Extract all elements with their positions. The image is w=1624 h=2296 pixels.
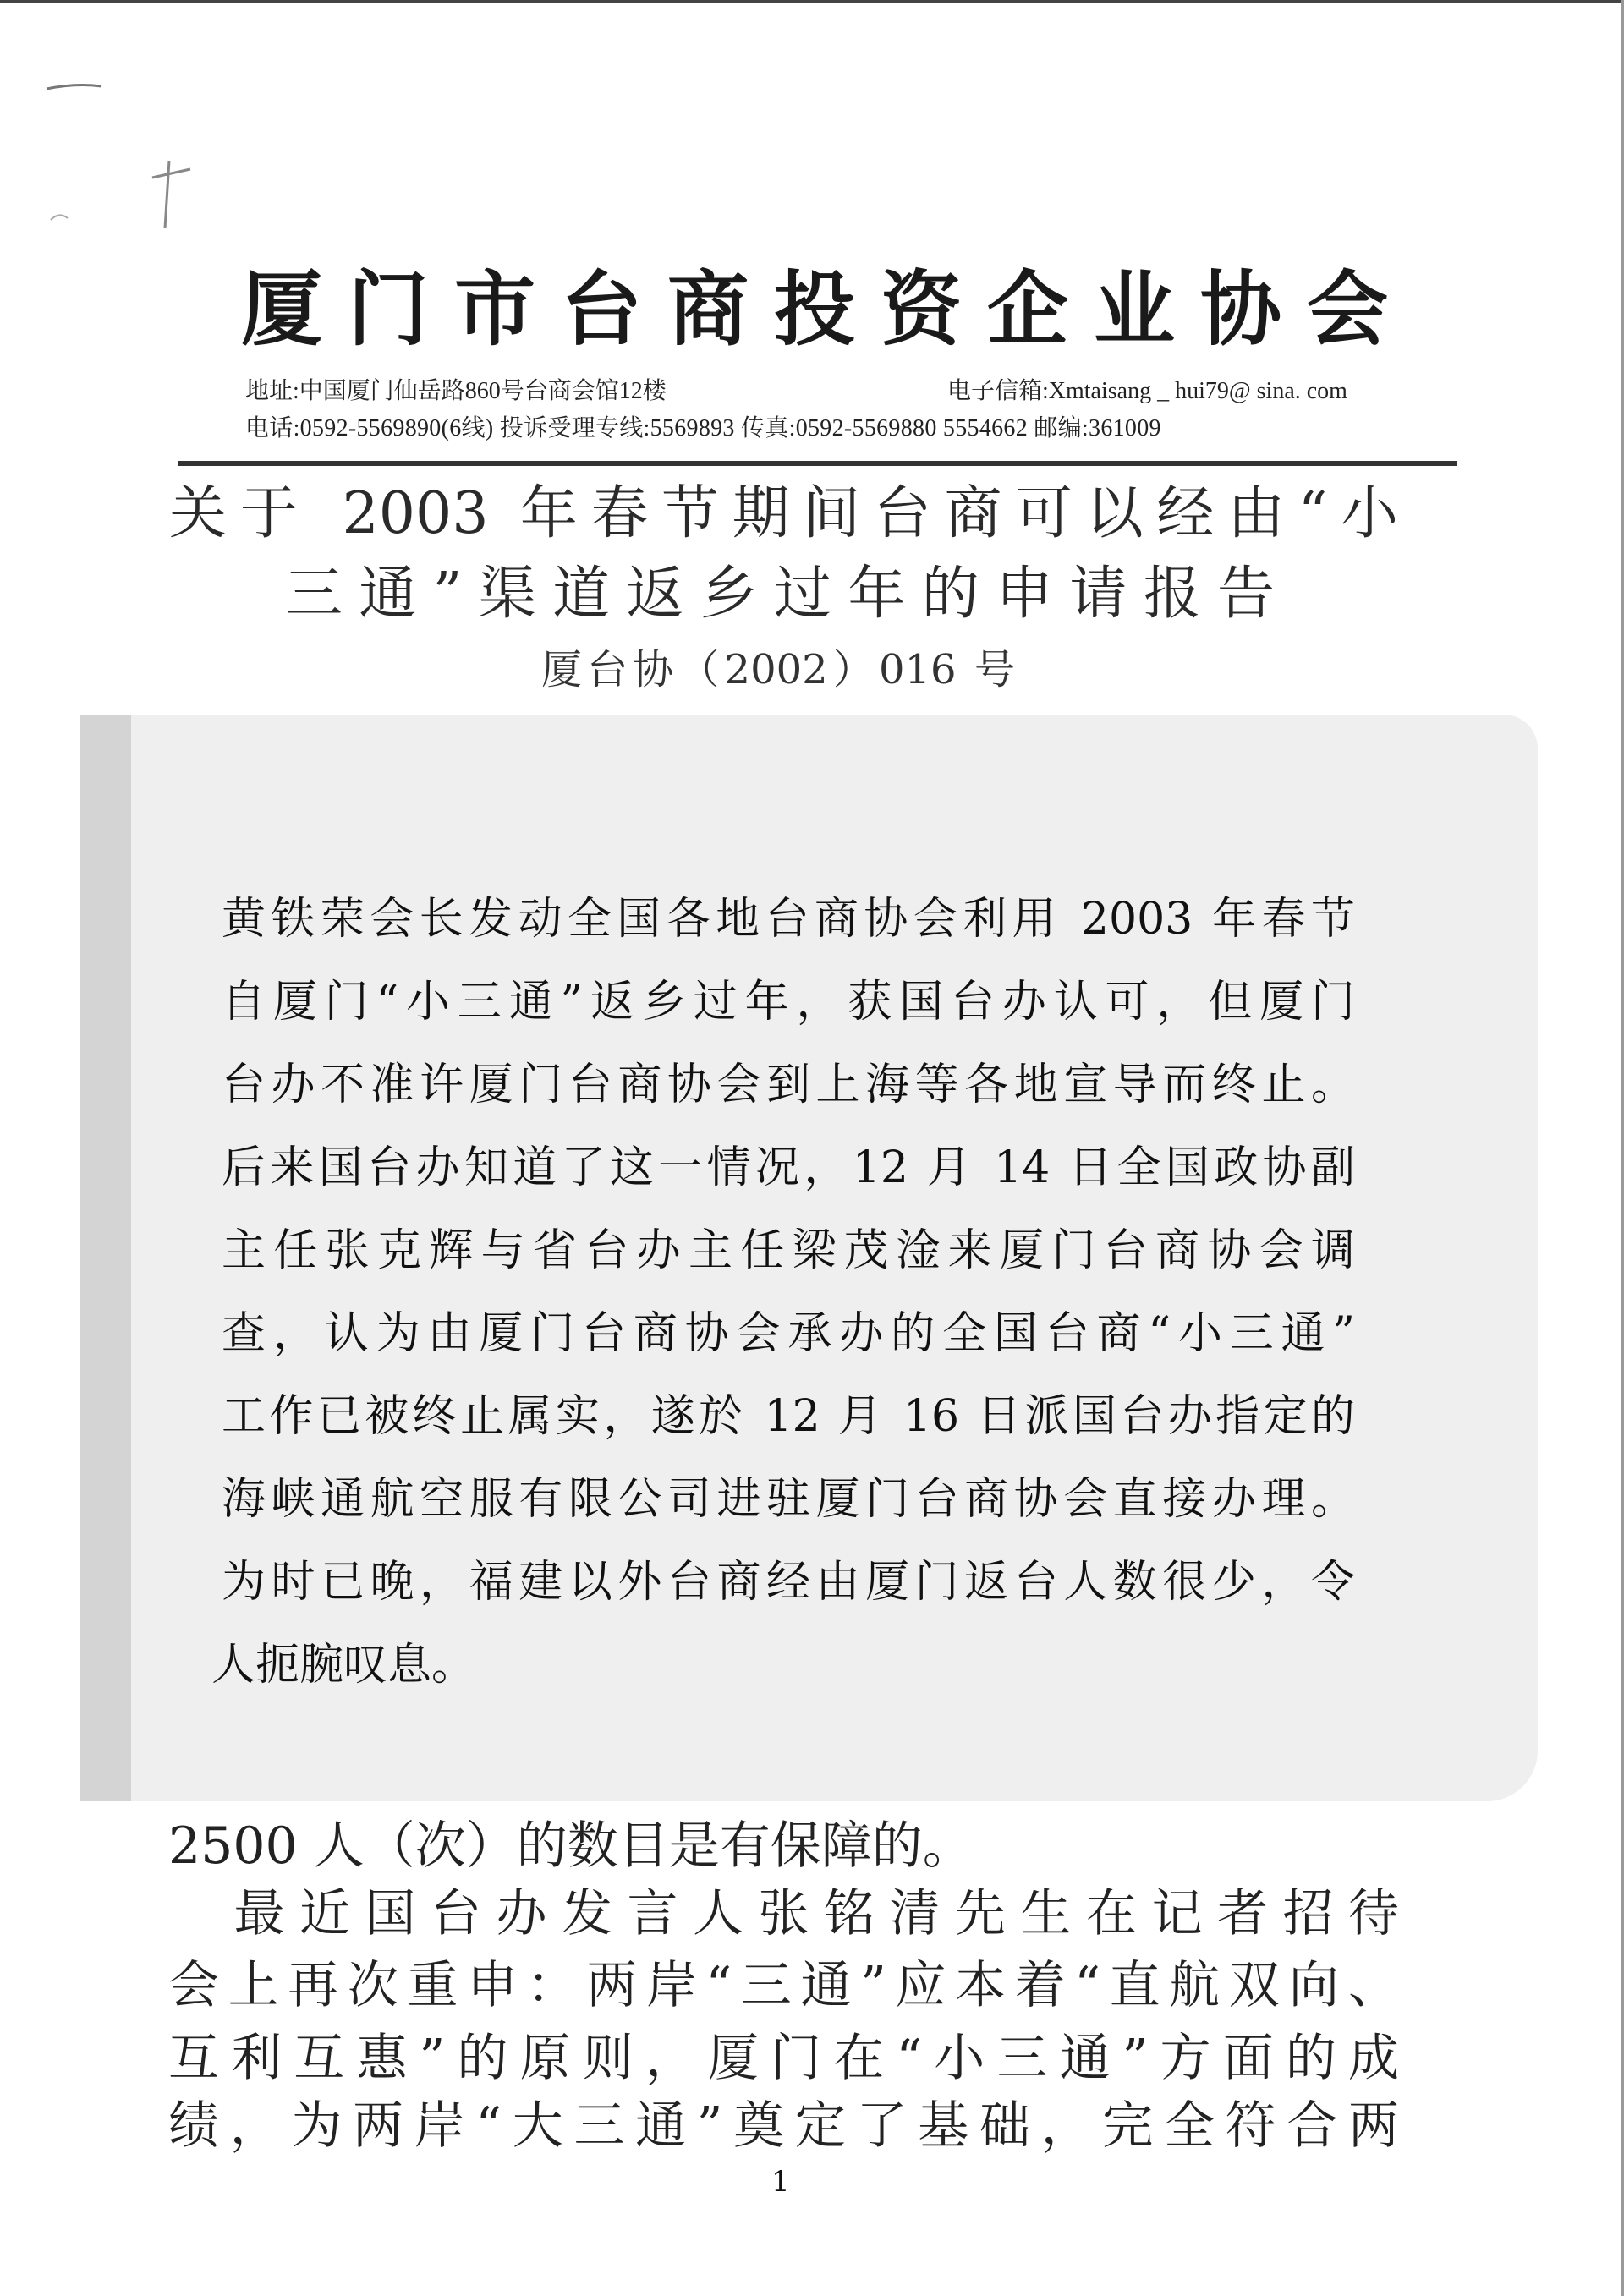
handwritten-mark-icon <box>42 68 211 237</box>
overlay-line: 为时已晚，福建以外台商经由厦门返台人数很少，令 <box>222 1557 1355 1608</box>
overlay-line: 工作已被终止属实，遂於 12 月 16 日派国台办指定的 <box>222 1391 1355 1442</box>
letterhead-divider <box>178 461 1457 466</box>
email-text: 电子信箱:Xmtaisang _ hui79@ sina. com <box>947 378 1347 404</box>
address-text: 地址:中国厦门仙岳路860号台商会馆12楼 <box>245 378 667 404</box>
overlay-line: 查，认为由厦门台商协会承办的全国台商“小三通” <box>222 1308 1355 1359</box>
scan-top-edge <box>0 0 1624 3</box>
overlay-line: 黄铁荣会长发动全国各地台商协会利用 2003 年春节 <box>222 894 1355 945</box>
overlay-line: 自厦门“小三通”返乡过年，获国台办认可，但厦门 <box>222 977 1355 1027</box>
contact-text: 电话:0592-5569890(6线) 投诉受理专线:5569893 传真:0592-5569880 5554662 邮编:361009 <box>245 415 1161 441</box>
overlay-line: 台办不准许厦门台商协会到上海等各地宣导而终止。 <box>222 1060 1355 1110</box>
overlay-line: 后来国台办知道了这一情况，12 月 14 日全国政协副 <box>222 1143 1355 1193</box>
body-line: 互利互惠”的原则，厦门在“小三通”方面的成 <box>168 2029 1399 2088</box>
overlay-line: 主任张克辉与省台办主任梁茂淦来厦门台商协会调 <box>222 1225 1355 1276</box>
body-line: 绩，为两岸“大三通”奠定了基础，完全符合两 <box>168 2096 1399 2156</box>
document-title-line-2: 三通”渠道返乡过年的申请报告 <box>285 561 1275 627</box>
organization-name: 厦门市台商投资企业协会 <box>241 261 1413 357</box>
body-line: 2500 人（次）的数目是有保障的。 <box>168 1817 974 1876</box>
document-title-line-1: 关于 2003 年春节期间台商可以经由“小 <box>169 480 1398 547</box>
document-number: 厦台协（2002）016 号 <box>541 646 1015 693</box>
page-number: 1 <box>771 2165 790 2199</box>
overlay-left-shadow <box>80 715 131 1801</box>
body-line: 最近国台办发言人张铭清先生在记者招待 <box>168 1884 1399 1943</box>
overlay-line: 海峡通航空服有限公司进驻厦门台商协会直接办理。 <box>222 1474 1355 1525</box>
overlay-line: 人扼腕叹息。 <box>211 1640 476 1690</box>
body-line: 会上再次重申：两岸“三通”应本着“直航双向、 <box>168 1956 1399 2015</box>
